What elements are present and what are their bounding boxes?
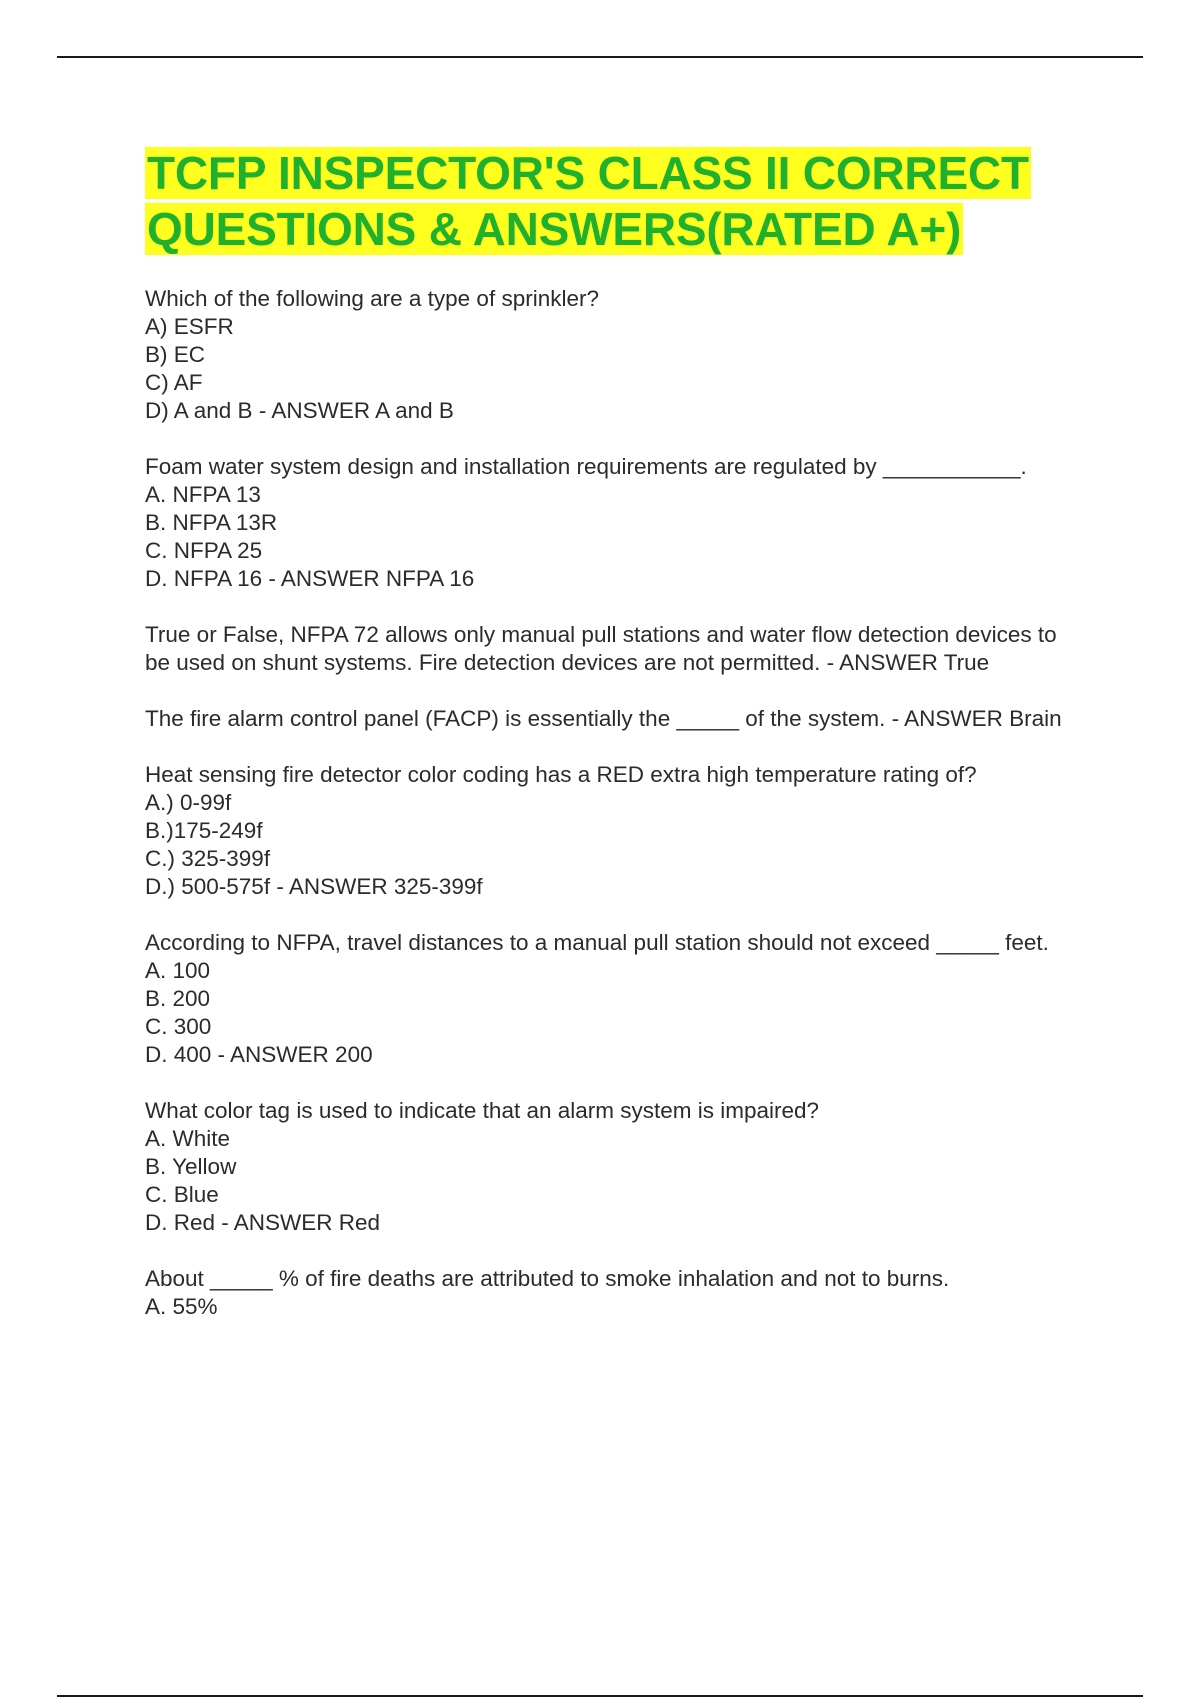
answer-option: D. 400 - ANSWER 200	[145, 1042, 373, 1067]
question-text: Which of the following are a type of sprinkler?	[145, 286, 599, 311]
answer-option: B. Yellow	[145, 1154, 237, 1179]
question-text: About _____ % of fire deaths are attributed to smoke inhalation and not to burns.	[145, 1266, 950, 1291]
answer-option: A. 55%	[145, 1294, 218, 1319]
question-text: What color tag is used to indicate that an alarm system is impaired?	[145, 1098, 820, 1123]
answer-option: B. 200	[145, 986, 211, 1011]
answer-option: D. Red - ANSWER Red	[145, 1210, 381, 1235]
question-block	[145, 285, 1085, 425]
question-block	[145, 929, 1085, 1069]
answer-option: C.) 325-399f	[145, 846, 271, 871]
document-title	[145, 145, 1085, 257]
question-block	[145, 1265, 1085, 1321]
question-text: Foam water system design and installation requirements are regulated by ___________.	[145, 454, 1027, 479]
answer-option: B) EC	[145, 342, 206, 367]
answer-option: C. NFPA 25	[145, 538, 263, 563]
answer-option: B. NFPA 13R	[145, 510, 278, 535]
answer-option: D) A and B - ANSWER A and B	[145, 398, 454, 423]
question-text: Heat sensing fire detector color coding has a RED extra high temperature rating of?	[145, 762, 977, 787]
question-block	[145, 621, 1085, 677]
question-text: According to NFPA, travel distances to a manual pull station should not exceed _____ feet.	[145, 930, 1049, 955]
answer-option: C. Blue	[145, 1182, 219, 1207]
answer-option: D.) 500-575f - ANSWER 325-399f	[145, 874, 483, 899]
question-text: The fire alarm control panel (FACP) is essentially the _____ of the system. - ANSWER Brain	[145, 706, 1062, 731]
answer-option: A. NFPA 13	[145, 482, 261, 507]
bottom-rule	[57, 1695, 1143, 1697]
answer-option: A) ESFR	[145, 314, 234, 339]
answer-option: A. White	[145, 1126, 231, 1151]
question-block	[145, 1097, 1085, 1237]
answer-option: C. 300	[145, 1014, 212, 1039]
answer-option: C) AF	[145, 370, 203, 395]
question-text: True or False, NFPA 72 allows only manual pull stations and water flow detection devices to be used on shunt systems. Fire detection devices are not permitted. - ANSWER True	[145, 622, 1057, 675]
answer-option: A. 100	[145, 958, 211, 983]
question-block	[145, 761, 1085, 901]
question-block	[145, 705, 1085, 733]
answer-option: A.) 0-99f	[145, 790, 232, 815]
top-rule	[57, 56, 1143, 58]
question-list	[145, 285, 1085, 1321]
answer-option: D. NFPA 16 - ANSWER NFPA 16	[145, 566, 475, 591]
question-block	[145, 453, 1085, 593]
document-title-text: TCFP INSPECTOR'S CLASS II CORRECT QUESTIONS & ANSWERS(RATED A+)	[147, 147, 1029, 255]
answer-option: B.)175-249f	[145, 818, 263, 843]
document-page	[145, 145, 1085, 1349]
